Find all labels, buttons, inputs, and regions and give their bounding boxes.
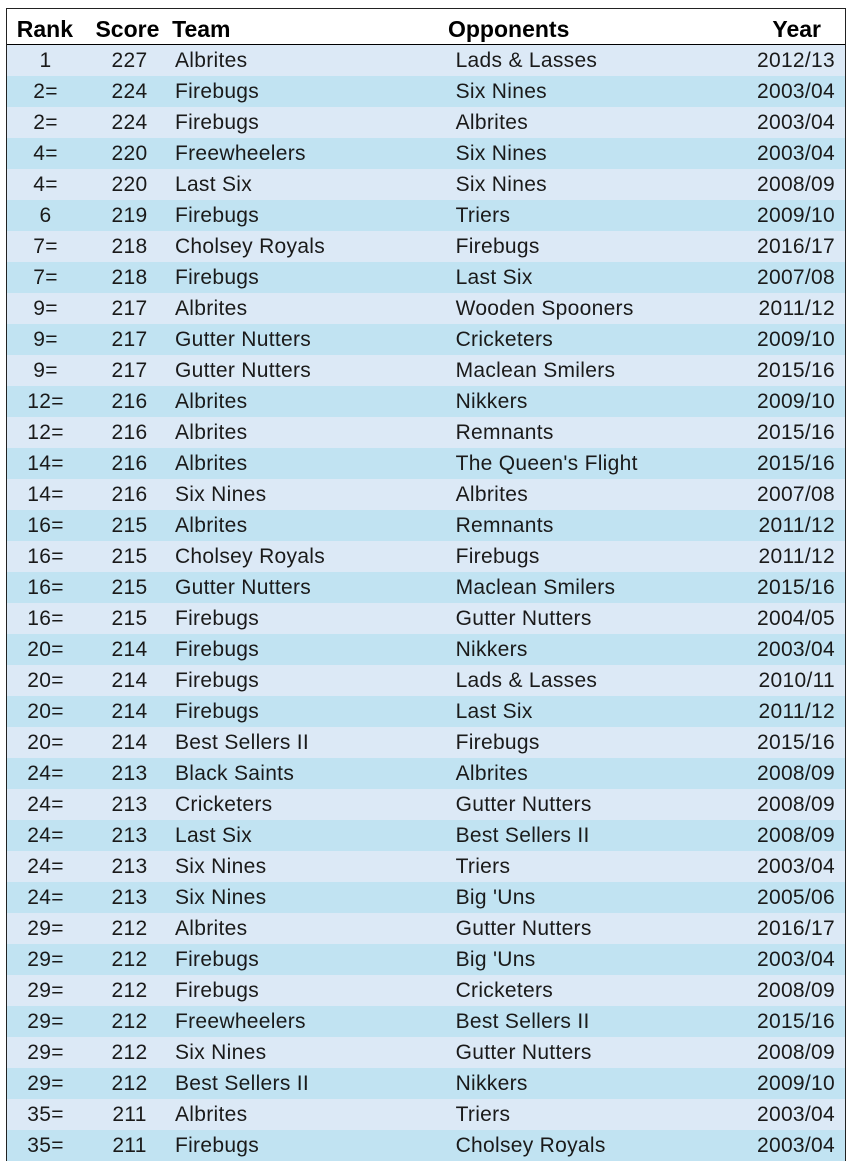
rank-cell: 9= — [33, 327, 58, 351]
year-cell: 2009/10 — [756, 1071, 835, 1095]
score-cell: 214 — [111, 668, 148, 692]
year-cell: 2015/16 — [756, 420, 835, 444]
opponents-cell: Albrites — [455, 482, 529, 506]
score-cell: 217 — [111, 327, 148, 351]
rank-cell: 24= — [27, 761, 64, 785]
score-cell: 220 — [111, 172, 148, 196]
year-cell: 2008/09 — [756, 172, 835, 196]
team-cell: Albrites — [174, 48, 248, 72]
score-cell: 216 — [111, 482, 148, 506]
scores-table — [6, 8, 846, 1161]
team-cell: Freewheelers — [174, 141, 306, 165]
table-row — [7, 293, 845, 324]
table-row — [7, 696, 845, 727]
score-cell: 217 — [111, 358, 148, 382]
opponents-cell: The Queen's Flight — [455, 451, 638, 475]
table-row — [7, 758, 845, 789]
table-row — [7, 169, 845, 200]
year-cell: 2016/17 — [756, 916, 835, 940]
table-row — [7, 448, 845, 479]
table-row — [7, 789, 845, 820]
year-cell: 2008/09 — [756, 761, 835, 785]
year-cell: 2009/10 — [756, 327, 835, 351]
opponents-cell: Gutter Nutters — [455, 916, 592, 940]
rank-cell: 24= — [27, 854, 64, 878]
opponents-cell: Triers — [455, 1102, 511, 1126]
team-cell: Black Saints — [174, 761, 295, 785]
rank-cell: 9= — [33, 358, 58, 382]
table-row — [7, 944, 845, 975]
year-cell: 2008/09 — [756, 823, 835, 847]
rank-cell: 29= — [27, 1009, 64, 1033]
year-cell: 2015/16 — [756, 1009, 835, 1033]
team-cell: Gutter Nutters — [174, 358, 312, 382]
table-row — [7, 107, 845, 138]
table-row — [7, 882, 845, 913]
score-cell: 215 — [111, 606, 148, 630]
year-cell: 2011/12 — [758, 296, 835, 320]
table-row — [7, 820, 845, 851]
opponents-cell: Big 'Uns — [455, 885, 536, 909]
score-cell: 213 — [111, 885, 148, 909]
score-cell: 212 — [111, 947, 148, 971]
year-cell: 2011/12 — [758, 699, 835, 723]
rank-cell: 16= — [27, 575, 64, 599]
team-cell: Firebugs — [174, 1133, 260, 1157]
year-cell: 2003/04 — [756, 947, 835, 971]
rank-cell: 16= — [27, 606, 64, 630]
rank-cell: 14= — [27, 451, 64, 475]
opponents-cell: Wooden Spooners — [455, 296, 634, 320]
opponents-cell: Triers — [455, 203, 511, 227]
team-cell: Gutter Nutters — [174, 575, 312, 599]
table-row — [7, 1037, 845, 1068]
table-row — [7, 727, 845, 758]
team-cell: Gutter Nutters — [174, 327, 312, 351]
score-cell: 220 — [111, 141, 148, 165]
team-cell: Best Sellers II — [174, 730, 310, 754]
opponents-cell: Cricketers — [455, 978, 554, 1002]
score-cell: 219 — [111, 203, 148, 227]
team-cell: Firebugs — [174, 978, 260, 1002]
score-cell: 212 — [111, 978, 148, 1002]
table-row — [7, 603, 845, 634]
opponents-cell: Firebugs — [455, 730, 540, 754]
team-cell: Firebugs — [174, 79, 260, 103]
rank-cell: 20= — [27, 730, 64, 754]
table-row — [7, 1006, 845, 1037]
score-cell: 215 — [111, 544, 148, 568]
score-cell: 215 — [111, 575, 148, 599]
opponents-cell: Albrites — [455, 110, 529, 134]
opponents-cell: Last Six — [455, 265, 533, 289]
year-cell: 2015/16 — [756, 358, 835, 382]
table-row — [7, 634, 845, 665]
team-cell: Six Nines — [174, 482, 267, 506]
score-cell: 214 — [111, 699, 148, 723]
score-cell: 217 — [111, 296, 148, 320]
team-cell: Freewheelers — [174, 1009, 306, 1033]
rank-cell: 12= — [27, 389, 64, 413]
team-cell: Firebugs — [174, 947, 260, 971]
rank-cell: 12= — [27, 420, 64, 444]
year-cell: 2015/16 — [756, 575, 835, 599]
score-cell: 213 — [111, 823, 148, 847]
rank-cell: 35= — [27, 1102, 64, 1126]
table-row — [7, 200, 845, 231]
team-cell: Firebugs — [174, 637, 260, 661]
header-team: Team — [172, 16, 231, 42]
year-cell: 2009/10 — [756, 203, 835, 227]
team-cell: Firebugs — [174, 606, 260, 630]
table-row — [7, 572, 845, 603]
score-cell: 211 — [112, 1102, 147, 1126]
team-cell: Albrites — [174, 420, 248, 444]
opponents-cell: Cholsey Royals — [455, 1133, 606, 1157]
year-cell: 2007/08 — [756, 265, 835, 289]
header-opponents: Opponents — [447, 16, 570, 42]
rank-cell: 29= — [27, 978, 64, 1002]
year-cell: 2009/10 — [756, 389, 835, 413]
team-cell: Albrites — [174, 513, 248, 537]
opponents-cell: Firebugs — [455, 544, 540, 568]
table-row — [7, 975, 845, 1006]
table-row — [7, 262, 845, 293]
score-cell: 212 — [111, 1040, 148, 1064]
team-cell: Firebugs — [174, 668, 260, 692]
team-cell: Cricketers — [174, 792, 273, 816]
year-cell: 2007/08 — [756, 482, 835, 506]
year-cell: 2008/09 — [756, 1040, 835, 1064]
year-cell: 2003/04 — [756, 637, 835, 661]
table-row — [7, 665, 845, 696]
team-cell: Last Six — [174, 823, 253, 847]
year-cell: 2003/04 — [756, 141, 835, 165]
table-row — [7, 851, 845, 882]
opponents-cell: Remnants — [455, 513, 554, 537]
opponents-cell: Albrites — [455, 761, 529, 785]
rank-cell: 20= — [27, 637, 64, 661]
table-row — [7, 1130, 845, 1161]
year-cell: 2011/12 — [758, 513, 835, 537]
table-row — [7, 138, 845, 169]
score-cell: 212 — [111, 1071, 148, 1095]
score-cell: 213 — [111, 854, 148, 878]
rank-cell: 24= — [27, 792, 64, 816]
rank-cell: 6 — [39, 203, 52, 227]
opponents-cell: Six Nines — [455, 172, 547, 196]
team-cell: Albrites — [174, 916, 248, 940]
year-cell: 2003/04 — [756, 1102, 835, 1126]
table-row — [7, 386, 845, 417]
rank-cell: 24= — [27, 823, 64, 847]
rank-cell: 7= — [33, 234, 58, 258]
table-row — [7, 510, 845, 541]
rank-cell: 9= — [33, 296, 58, 320]
opponents-cell: Gutter Nutters — [455, 606, 592, 630]
team-cell: Six Nines — [174, 854, 267, 878]
rank-cell: 4= — [33, 141, 58, 165]
year-cell: 2008/09 — [756, 978, 835, 1002]
team-cell: Firebugs — [174, 699, 260, 723]
year-cell: 2016/17 — [756, 234, 835, 258]
rank-cell: 1 — [39, 48, 52, 72]
team-cell: Last Six — [174, 172, 253, 196]
opponents-cell: Best Sellers II — [455, 1009, 590, 1033]
table-row — [7, 355, 845, 386]
opponents-cell: Last Six — [455, 699, 533, 723]
score-cell: 224 — [111, 110, 148, 134]
table-row — [7, 231, 845, 262]
team-cell: Cholsey Royals — [174, 544, 326, 568]
score-cell: 216 — [111, 451, 148, 475]
team-cell: Six Nines — [174, 885, 267, 909]
opponents-cell: Six Nines — [455, 141, 547, 165]
opponents-cell: Best Sellers II — [455, 823, 590, 847]
rank-cell: 29= — [27, 916, 64, 940]
rank-cell: 29= — [27, 1071, 64, 1095]
rank-cell: 2= — [33, 79, 58, 103]
opponents-cell: Nikkers — [455, 1071, 528, 1095]
opponents-cell: Gutter Nutters — [455, 792, 592, 816]
team-cell: Six Nines — [174, 1040, 267, 1064]
opponents-cell: Big 'Uns — [455, 947, 536, 971]
table-body — [7, 45, 845, 1161]
table-row — [7, 324, 845, 355]
header-score: Score — [95, 16, 160, 42]
year-cell: 2004/05 — [756, 606, 835, 630]
year-cell: 2003/04 — [756, 854, 835, 878]
opponents-cell: Six Nines — [455, 79, 547, 103]
opponents-cell: Lads & Lasses — [455, 48, 598, 72]
score-cell: 214 — [111, 637, 148, 661]
year-cell: 2010/11 — [758, 668, 835, 692]
score-cell: 215 — [111, 513, 148, 537]
opponents-cell: Remnants — [455, 420, 554, 444]
score-cell: 224 — [111, 79, 148, 103]
score-cell: 212 — [111, 1009, 148, 1033]
opponents-cell: Triers — [455, 854, 511, 878]
score-cell: 213 — [111, 761, 148, 785]
opponents-cell: Maclean Smilers — [455, 358, 616, 382]
opponents-cell: Gutter Nutters — [455, 1040, 592, 1064]
score-cell: 214 — [111, 730, 148, 754]
score-cell: 216 — [111, 389, 148, 413]
year-cell: 2005/06 — [756, 885, 835, 909]
table-row — [7, 913, 845, 944]
rank-cell: 35= — [27, 1133, 64, 1157]
team-cell: Albrites — [174, 1102, 248, 1126]
rank-cell: 7= — [33, 265, 58, 289]
rank-cell: 16= — [27, 513, 64, 537]
table-row — [7, 541, 845, 572]
score-cell: 213 — [111, 792, 148, 816]
score-cell: 212 — [111, 916, 148, 940]
table-row — [7, 1099, 845, 1130]
year-cell: 2015/16 — [756, 730, 835, 754]
table-header-row — [7, 9, 845, 45]
rank-cell: 29= — [27, 947, 64, 971]
rank-cell: 29= — [27, 1040, 64, 1064]
year-cell: 2012/13 — [756, 48, 835, 72]
year-cell: 2003/04 — [756, 110, 835, 134]
team-cell: Albrites — [174, 296, 248, 320]
year-cell: 2003/04 — [756, 79, 835, 103]
rank-cell: 20= — [27, 668, 64, 692]
rank-cell: 2= — [33, 110, 58, 134]
table-row — [7, 45, 845, 76]
table-row — [7, 417, 845, 448]
header-rank: Rank — [16, 16, 73, 42]
table-row — [7, 479, 845, 510]
team-cell: Firebugs — [174, 110, 260, 134]
header-year: Year — [772, 16, 821, 42]
team-cell: Best Sellers II — [174, 1071, 310, 1095]
year-cell: 2008/09 — [756, 792, 835, 816]
opponents-cell: Nikkers — [455, 637, 528, 661]
score-cell: 218 — [111, 265, 148, 289]
rank-cell: 14= — [27, 482, 64, 506]
year-cell: 2015/16 — [756, 451, 835, 475]
opponents-cell: Cricketers — [455, 327, 554, 351]
rank-cell: 16= — [27, 544, 64, 568]
rank-cell: 24= — [27, 885, 64, 909]
score-cell: 216 — [111, 420, 148, 444]
rank-cell: 20= — [27, 699, 64, 723]
team-cell: Firebugs — [174, 265, 260, 289]
score-cell: 218 — [111, 234, 148, 258]
opponents-cell: Maclean Smilers — [455, 575, 616, 599]
opponents-cell: Firebugs — [455, 234, 540, 258]
team-cell: Firebugs — [174, 203, 260, 227]
team-cell: Albrites — [174, 389, 248, 413]
table-row — [7, 76, 845, 107]
year-cell: 2011/12 — [758, 544, 835, 568]
opponents-cell: Lads & Lasses — [455, 668, 598, 692]
score-cell: 211 — [112, 1133, 147, 1157]
rank-cell: 4= — [33, 172, 58, 196]
table-row — [7, 1068, 845, 1099]
team-cell: Albrites — [174, 451, 248, 475]
opponents-cell: Nikkers — [455, 389, 528, 413]
year-cell: 2003/04 — [756, 1133, 835, 1157]
score-cell: 227 — [111, 48, 148, 72]
team-cell: Cholsey Royals — [174, 234, 326, 258]
